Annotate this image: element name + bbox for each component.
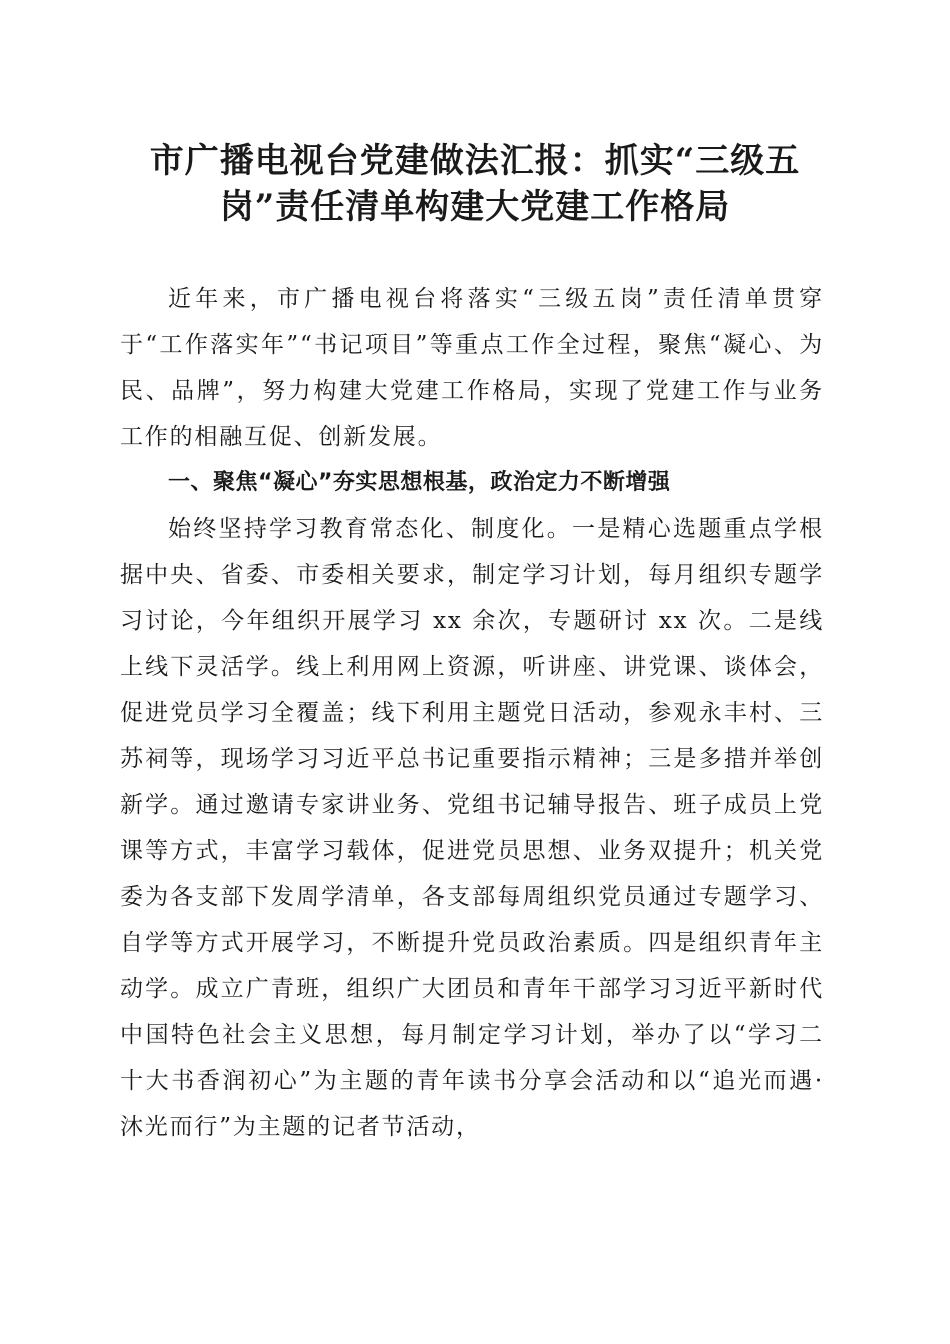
section-1-heading: 一、聚焦“凝心”夯实思想根基，政治定力不断增强 (168, 470, 671, 495)
document-title (100, 138, 850, 230)
section-1-paragraph: 始终坚持学习教育常态化、制度化。一是精心选题重点学根据中央、省委、市委相关要求，制定学习计划，每月组织专题学习讨论，今年组织开展学习 xx 余次，专题研讨 xx 次。二是线上线下灵活学。线上利用网上资源，听讲座、讲党课、谈体会，促进党员学习全覆盖；线下利用主题党日活动，参观永丰村、三苏祠等，现场学习习近平总书记重要指示精神；三是多措并举创新学。通过邀请专家讲业务、党组书记辅导报告、班子成员上党课等方式，丰富学习载体，促进党员思想、业务双提升；机关党委为各支部下发周学清单，各支部每周组织党员通过专题学习、自学等方式开展学习，不断提升党员政治素质。四是组织青年主动学。成立广青班，组织广大团员和青年干部学习习近平新时代中国特色社会主义思想，每月制定学习计划，举办了以“学习二十大书香润初心”为主题的青年读书分享会活动和以“追光而遇·沐光而行”为主题的记者节活动， (120, 516, 824, 1140)
title-line-2: 岗”责任清单构建大党建工作格局 (219, 187, 731, 227)
title-line-1: 市广播电视台党建做法汇报：抓实“三级五 (149, 141, 801, 181)
document-body (120, 276, 824, 1150)
intro-paragraph: 近年来，市广播电视台将落实“三级五岗”责任清单贯穿于“工作落实年”“书记项目”等重点工作全过程，聚焦“凝心、为民、品牌”，努力构建大党建工作格局，实现了党建工作与业务工作的相融互促、创新发展。 (120, 286, 824, 450)
